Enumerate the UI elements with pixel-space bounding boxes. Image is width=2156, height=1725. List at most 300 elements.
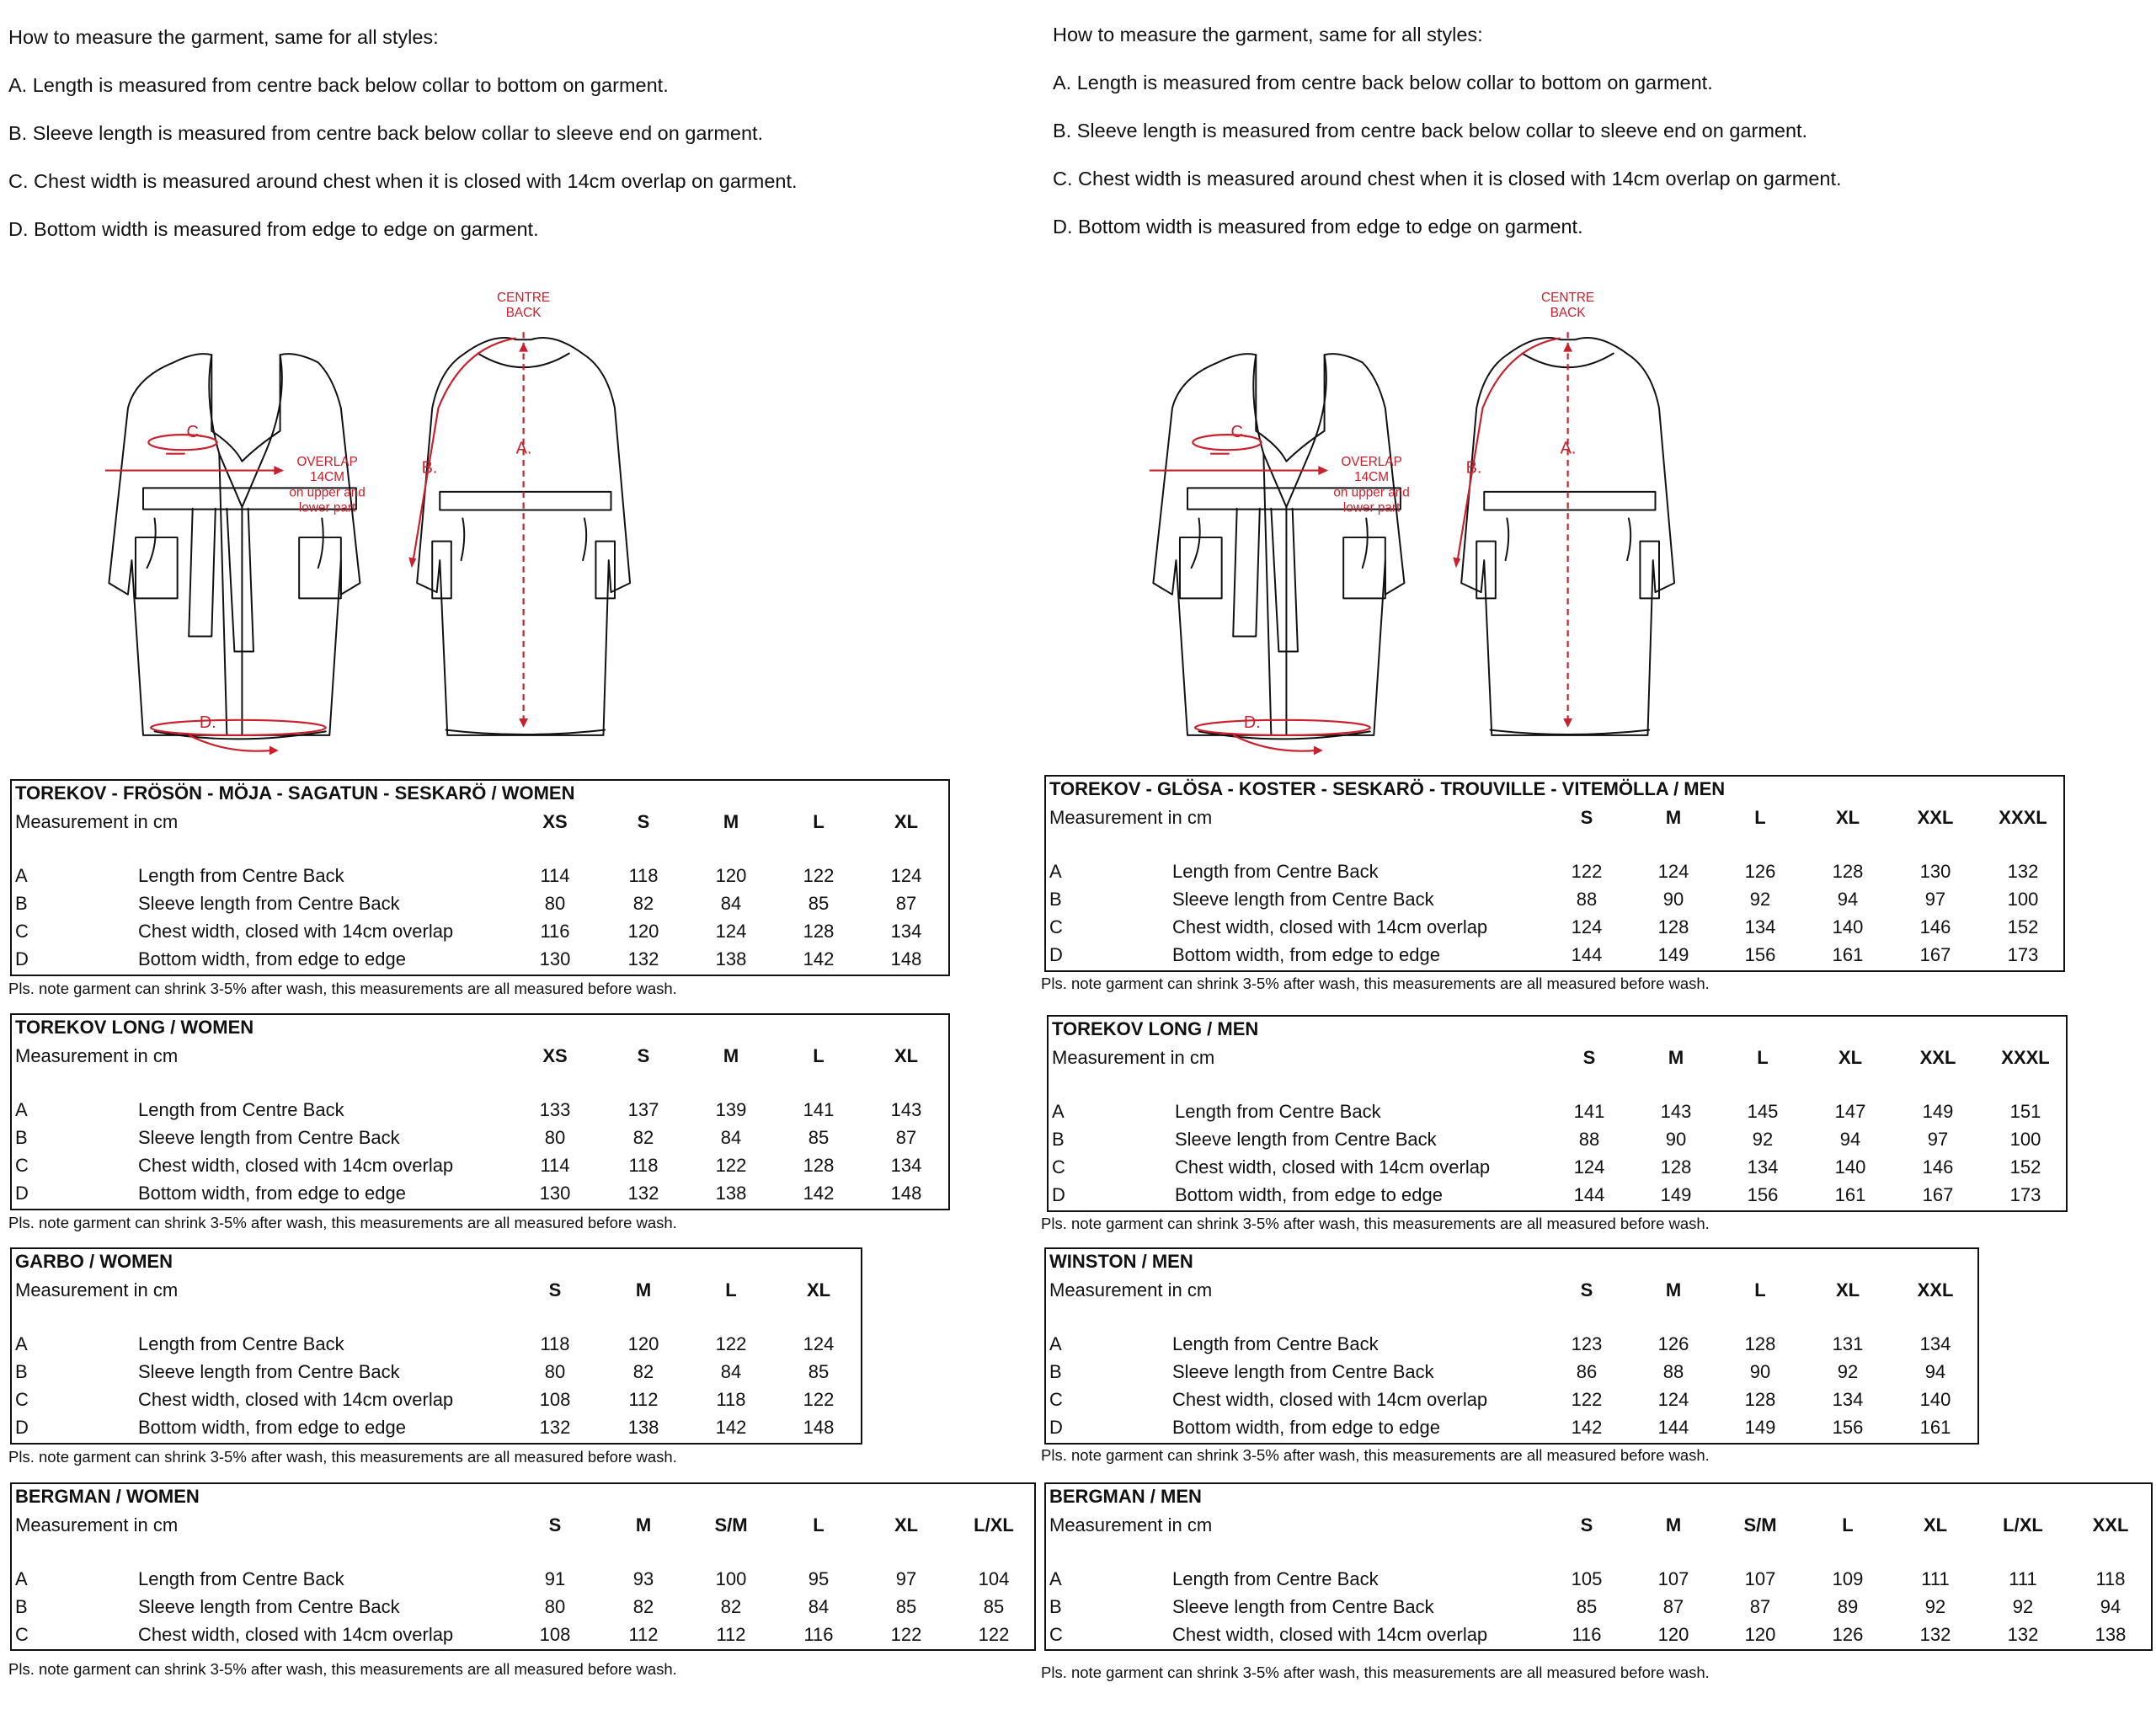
marker-d: D. [1243,713,1261,732]
size-value: 124 [715,921,747,942]
size-value: 114 [540,865,570,886]
size-value: 144 [1573,1184,1605,1205]
size-value: 152 [2009,1156,2041,1178]
row-letter: B [15,1596,28,1617]
row-letter: B [1049,1361,1062,1382]
size-value: 146 [1922,1156,1954,1178]
size-value: 122 [803,1389,835,1410]
size-value: 141 [803,1099,835,1120]
size-value: 105 [1571,1568,1603,1589]
size-table [10,1482,1036,1651]
size-header: L [1842,1514,1854,1535]
size-value: 100 [2009,1129,2041,1150]
size-value: 85 [895,1596,917,1617]
size-value: 140 [1834,1156,1866,1178]
size-value: 126 [1832,1624,1864,1645]
size-value: 128 [1657,916,1689,937]
instruction-c: C. Chest width is measured around chest when it is closed with 14cm overlap on garment. [8,170,798,192]
size-value: 128 [1832,861,1864,882]
size-value: 118 [716,1389,746,1410]
size-value: 142 [715,1417,747,1438]
row-label: Length from Centre Back [1175,1101,1381,1122]
row-label: Length from Centre Back [1172,1568,1379,1589]
measuring-instructions [8,27,798,267]
size-value: 143 [1660,1101,1692,1122]
size-value: 80 [544,1361,566,1382]
row-letter: C [15,1155,29,1176]
row-label: Sleeve length from Centre Back [138,1127,400,1148]
size-value: 130 [539,948,571,969]
size-value: 137 [627,1099,659,1120]
size-value: 82 [720,1596,742,1617]
row-letter: A [1052,1101,1065,1122]
size-value: 85 [808,1127,830,1148]
row-label: Bottom width, from edge to edge [138,1417,406,1438]
size-value: 132 [1919,1624,1951,1645]
size-value: 152 [2007,916,2039,937]
row-label: Sleeve length from Centre Back [1172,1596,1434,1617]
size-table [10,1247,862,1445]
table-title: TOREKOV - GLÖSA - KOSTER - SESKARÖ - TROUVILLE - VITEMÖLLA / MEN [1049,778,1726,799]
row-label: Length from Centre Back [1172,1333,1379,1354]
size-value: 97 [1924,889,1946,910]
size-value: 134 [1747,1156,1779,1178]
size-value: 116 [1572,1624,1602,1645]
size-value: 94 [1837,889,1859,910]
size-header: XL [1838,1047,1863,1068]
size-value: 138 [2095,1624,2127,1645]
size-value: 100 [715,1568,747,1589]
row-letter: B [1052,1129,1065,1150]
size-header: L/XL [2003,1514,2043,1535]
size-value: 91 [544,1568,566,1589]
size-value: 94 [1839,1129,1861,1150]
marker-b: B. [421,458,438,478]
table-unit-label: Measurement in cm [1052,1047,1215,1068]
instruction-b: B. Sleeve length is measured from centre back below collar to sleeve end on garment. [1053,120,1808,142]
size-value: 133 [539,1099,571,1120]
row-letter: C [1049,1389,1063,1410]
size-value: 112 [628,1389,659,1410]
size-header: M [1665,1279,1682,1300]
size-value: 140 [1919,1389,1951,1410]
garment-measurement-diagram [84,286,674,758]
table-unit-label: Measurement in cm [15,811,179,832]
instruction-a: A. Length is measured from centre back below collar to bottom on garment. [1053,72,1713,93]
robe-front-drawing [109,354,360,739]
marker-d: D. [199,713,216,732]
size-header: M [723,811,739,832]
size-value: 82 [632,1361,654,1382]
size-header: L [813,1514,825,1535]
size-table [10,1013,950,1210]
size-value: 90 [1749,1361,1771,1382]
size-table [1044,1247,1979,1445]
size-value: 161 [1832,944,1864,965]
centre-back-label: BACK [505,306,542,321]
size-value: 126 [1657,1333,1689,1354]
row-letter: D [15,948,29,969]
size-value: 124 [1573,1156,1605,1178]
size-value: 134 [1832,1389,1864,1410]
size-header: S [637,811,650,832]
size-value: 85 [808,893,830,914]
size-value: 140 [1832,916,1864,937]
overlap-label: on upper and [1333,485,1410,500]
size-header: L/XL [974,1514,1014,1535]
table-title: WINSTON / MEN [1049,1251,1193,1272]
size-value: 84 [720,1127,742,1148]
size-value: 144 [1657,1417,1689,1438]
size-header: L [813,1045,825,1066]
size-value: 134 [1744,916,1776,937]
size-value: 144 [1571,944,1603,965]
size-header: XL [894,811,919,832]
size-header: XL [894,1045,919,1066]
shrink-note: Pls. note garment can shrink 3-5% after wash, this measurements are all measured before wash. [1041,1215,1710,1232]
row-label: Sleeve length from Centre Back [138,1596,400,1617]
row-letter: A [1049,861,1062,882]
size-value: 107 [1657,1568,1689,1589]
size-header: L [725,1279,737,1300]
table-title: BERGMAN / WOMEN [15,1486,200,1507]
size-value: 130 [539,1183,571,1204]
size-value: 161 [1919,1417,1951,1438]
size-value: 156 [1747,1184,1779,1205]
size-value: 132 [539,1417,571,1438]
size-header: S [1580,1279,1593,1300]
size-value: 93 [632,1568,654,1589]
size-value: 107 [1744,1568,1776,1589]
row-letter: D [15,1417,29,1438]
measuring-instructions [1053,24,1842,264]
size-value: 120 [715,865,747,886]
row-label: Bottom width, from edge to edge [1175,1184,1443,1205]
size-value: 111 [2009,1568,2037,1589]
row-label: Sleeve length from Centre Back [1175,1129,1437,1150]
size-value: 149 [1660,1184,1692,1205]
row-label: Sleeve length from Centre Back [138,1361,400,1382]
size-value: 97 [1927,1129,1949,1150]
row-letter: C [1052,1156,1065,1178]
row-label: Chest width, closed with 14cm overlap [1172,916,1488,937]
row-letter: D [1049,944,1063,965]
overlap-label: OVERLAP [1341,455,1402,470]
shrink-note: Pls. note garment can shrink 3-5% after wash, this measurements are all measured before wash. [1041,1664,1710,1681]
row-label: Length from Centre Back [138,1333,344,1354]
size-value: 128 [1660,1156,1692,1178]
size-header: M [635,1514,652,1535]
size-value: 118 [2095,1568,2126,1589]
size-header: M [1665,807,1682,828]
size-value: 94 [2100,1596,2121,1617]
size-value: 87 [1749,1596,1771,1617]
size-value: 146 [1919,916,1951,937]
centre-back-label: CENTRE [497,291,551,306]
row-label: Bottom width, from edge to edge [1172,944,1440,965]
size-value: 108 [539,1624,571,1645]
size-value: 94 [1924,1361,1946,1382]
row-letter: D [1052,1184,1065,1205]
size-value: 123 [1571,1333,1603,1354]
size-value: 148 [890,948,922,969]
size-value: 120 [627,921,659,942]
row-letter: D [15,1183,29,1204]
row-label: Chest width, closed with 14cm overlap [138,1389,454,1410]
size-value: 122 [978,1624,1010,1645]
row-label: Length from Centre Back [1172,861,1379,882]
size-value: 148 [890,1183,922,1204]
size-value: 82 [632,1596,654,1617]
size-value: 151 [2009,1101,2041,1122]
size-value: 84 [720,893,742,914]
size-value: 85 [808,1361,830,1382]
size-value: 156 [1744,944,1776,965]
size-value: 147 [1834,1101,1866,1122]
size-value: 122 [890,1624,922,1645]
size-header: XS [542,811,568,832]
size-value: 122 [715,1155,747,1176]
size-header: L [1754,1279,1766,1300]
size-header: XL [894,1514,919,1535]
size-value: 173 [2007,944,2039,965]
size-header: XXL [1919,1047,1956,1068]
size-value: 132 [2007,1624,2039,1645]
robe-front-drawing [1153,354,1404,739]
table-title: TOREKOV LONG / MEN [1052,1018,1259,1039]
size-value: 122 [1571,861,1603,882]
size-value: 92 [1752,1129,1774,1150]
size-value: 116 [803,1624,834,1645]
size-value: 156 [1832,1417,1864,1438]
size-value: 139 [715,1099,747,1120]
size-value: 149 [1922,1101,1954,1122]
size-value: 92 [1924,1596,1946,1617]
size-value: 149 [1657,944,1689,965]
size-header: L [1757,1047,1769,1068]
shrink-note: Pls. note garment can shrink 3-5% after wash, this measurements are all measured before wash. [8,1448,677,1466]
size-value: 82 [632,893,654,914]
table-title: TOREKOV LONG / WOMEN [15,1017,254,1038]
size-value: 82 [632,1127,654,1148]
size-header: M [635,1279,652,1300]
instructions-heading: How to measure the garment, same for all styles: [8,26,439,48]
row-letter: B [15,1361,28,1382]
size-value: 143 [890,1099,922,1120]
size-value: 126 [1744,861,1776,882]
size-value: 131 [1832,1333,1864,1354]
table-title: BERGMAN / MEN [1049,1486,1202,1507]
size-value: 124 [803,1333,835,1354]
size-header: S [1580,807,1593,828]
size-value: 122 [715,1333,747,1354]
table-title: TOREKOV - FRÖSÖN - MÖJA - SAGATUN - SESKARÖ / WOMEN [15,782,575,804]
size-value: 142 [1571,1417,1603,1438]
size-value: 118 [628,1155,659,1176]
size-value: 112 [716,1624,746,1645]
row-label: Bottom width, from edge to edge [138,1183,406,1204]
shrink-note: Pls. note garment can shrink 3-5% after wash, this measurements are all measured before wash. [1041,975,1710,992]
instruction-d: D. Bottom width is measured from edge to edge on garment. [1053,216,1583,238]
size-header: S [548,1279,562,1300]
row-label: Chest width, closed with 14cm overlap [1172,1389,1488,1410]
size-value: 116 [540,921,570,942]
shrink-note: Pls. note garment can shrink 3-5% after wash, this measurements are all measured before wash. [8,1214,677,1231]
table-unit-label: Measurement in cm [1049,1514,1213,1535]
size-value: 142 [803,948,835,969]
size-value: 92 [2012,1596,2034,1617]
size-header: XXXL [1999,807,2047,828]
size-value: 124 [890,865,922,886]
row-letter: B [15,893,28,914]
table-unit-label: Measurement in cm [15,1279,179,1300]
overlap-label: lower part [298,500,356,515]
row-label: Bottom width, from edge to edge [138,948,406,969]
size-value: 122 [803,865,835,886]
table-unit-label: Measurement in cm [1049,1279,1213,1300]
size-value: 128 [1744,1389,1776,1410]
marker-a: A. [515,439,532,458]
size-value: 167 [1922,1184,1954,1205]
row-label: Chest width, closed with 14cm overlap [1175,1156,1491,1178]
row-letter: C [1049,1624,1063,1645]
row-letter: B [1049,1596,1062,1617]
size-value: 128 [803,921,835,942]
size-value: 97 [895,1568,917,1589]
size-value: 89 [1837,1596,1859,1617]
row-letter: A [15,1099,28,1120]
table-unit-label: Measurement in cm [15,1514,179,1535]
size-value: 88 [1576,889,1598,910]
size-value: 118 [540,1333,570,1354]
size-value: 134 [1919,1333,1951,1354]
centre-back-label: BACK [1550,306,1586,321]
size-table [1044,1482,2153,1651]
size-header: S [1582,1047,1596,1068]
shrink-note: Pls. note garment can shrink 3-5% after wash, this measurements are all measured before wash. [1041,1446,1710,1464]
size-header: S/M [714,1514,748,1535]
row-letter: C [15,1624,29,1645]
instruction-b: B. Sleeve length is measured from centre back below collar to sleeve end on garment. [8,122,764,144]
size-header: XXL [1917,1279,1954,1300]
size-value: 132 [627,1183,659,1204]
size-value: 108 [539,1389,571,1410]
row-letter: A [1049,1568,1062,1589]
size-value: 145 [1747,1101,1779,1122]
marker-b: B. [1465,458,1482,478]
row-letter: C [15,1389,29,1410]
row-label: Sleeve length from Centre Back [138,893,400,914]
size-value: 120 [1744,1624,1776,1645]
size-value: 120 [1657,1624,1689,1645]
size-value: 84 [720,1361,742,1382]
size-header: S [1580,1514,1593,1535]
size-table [10,779,950,976]
garment-measurement-diagram [1129,286,1718,758]
size-value: 138 [627,1417,659,1438]
overlap-label: 14CM [1354,470,1390,485]
size-value: 114 [540,1155,570,1176]
row-letter: C [15,921,29,942]
size-header: XXL [2092,1514,2129,1535]
size-header: XS [542,1045,568,1066]
row-label: Chest width, closed with 14cm overlap [138,1624,454,1645]
row-label: Chest width, closed with 14cm overlap [138,1155,454,1176]
size-header: L [1754,807,1766,828]
table-title: GARBO / WOMEN [15,1251,173,1272]
instruction-c: C. Chest width is measured around chest when it is closed with 14cm overlap on garment. [1053,168,1842,190]
row-label: Sleeve length from Centre Back [1172,1361,1434,1382]
size-value: 85 [983,1596,1005,1617]
size-value: 130 [1919,861,1951,882]
size-value: 111 [1921,1568,1950,1589]
size-value: 120 [627,1333,659,1354]
size-value: 88 [1578,1129,1600,1150]
size-value: 118 [628,865,659,886]
row-letter: A [15,1333,28,1354]
row-letter: A [1049,1333,1062,1354]
row-letter: C [1049,916,1063,937]
row-letter: B [15,1127,28,1148]
size-value: 138 [715,948,747,969]
size-header: S/M [1743,1514,1777,1535]
size-header: M [723,1045,739,1066]
row-label: Sleeve length from Centre Back [1172,889,1434,910]
marker-c: C. [1230,422,1248,441]
row-letter: B [1049,889,1062,910]
size-value: 109 [1832,1568,1864,1589]
marker-c: C. [186,422,204,441]
shrink-note: Pls. note garment can shrink 3-5% after wash, this measurements are all measured before wash. [8,980,677,997]
size-value: 80 [544,1596,566,1617]
size-value: 80 [544,893,566,914]
size-header: XL [806,1279,831,1300]
size-value: 132 [627,948,659,969]
table-unit-label: Measurement in cm [15,1045,179,1066]
size-header: S [548,1514,562,1535]
row-label: Length from Centre Back [138,865,344,886]
size-value: 90 [1665,1129,1687,1150]
overlap-label: OVERLAP [296,455,358,470]
row-letter: A [15,1568,28,1589]
size-value: 128 [1744,1333,1776,1354]
size-value: 87 [895,893,917,914]
size-value: 104 [978,1568,1010,1589]
size-header: M [1665,1514,1682,1535]
size-header: XXL [1917,807,1954,828]
row-letter: D [1049,1417,1063,1438]
size-header: XL [1923,1514,1948,1535]
size-value: 92 [1837,1361,1859,1382]
size-value: 128 [803,1155,835,1176]
size-header: M [1668,1047,1684,1068]
size-value: 142 [803,1183,835,1204]
size-value: 149 [1744,1417,1776,1438]
size-value: 86 [1576,1361,1598,1382]
row-letter: A [15,865,28,886]
size-value: 138 [715,1183,747,1204]
instructions-heading: How to measure the garment, same for all styles: [1053,24,1483,45]
size-value: 134 [890,1155,922,1176]
size-value: 173 [2009,1184,2041,1205]
overlap-label: lower part [1342,500,1401,515]
size-value: 87 [895,1127,917,1148]
size-value: 112 [628,1624,659,1645]
size-value: 80 [544,1127,566,1148]
size-value: 134 [890,921,922,942]
size-header: S [637,1045,650,1066]
size-value: 124 [1657,1389,1689,1410]
